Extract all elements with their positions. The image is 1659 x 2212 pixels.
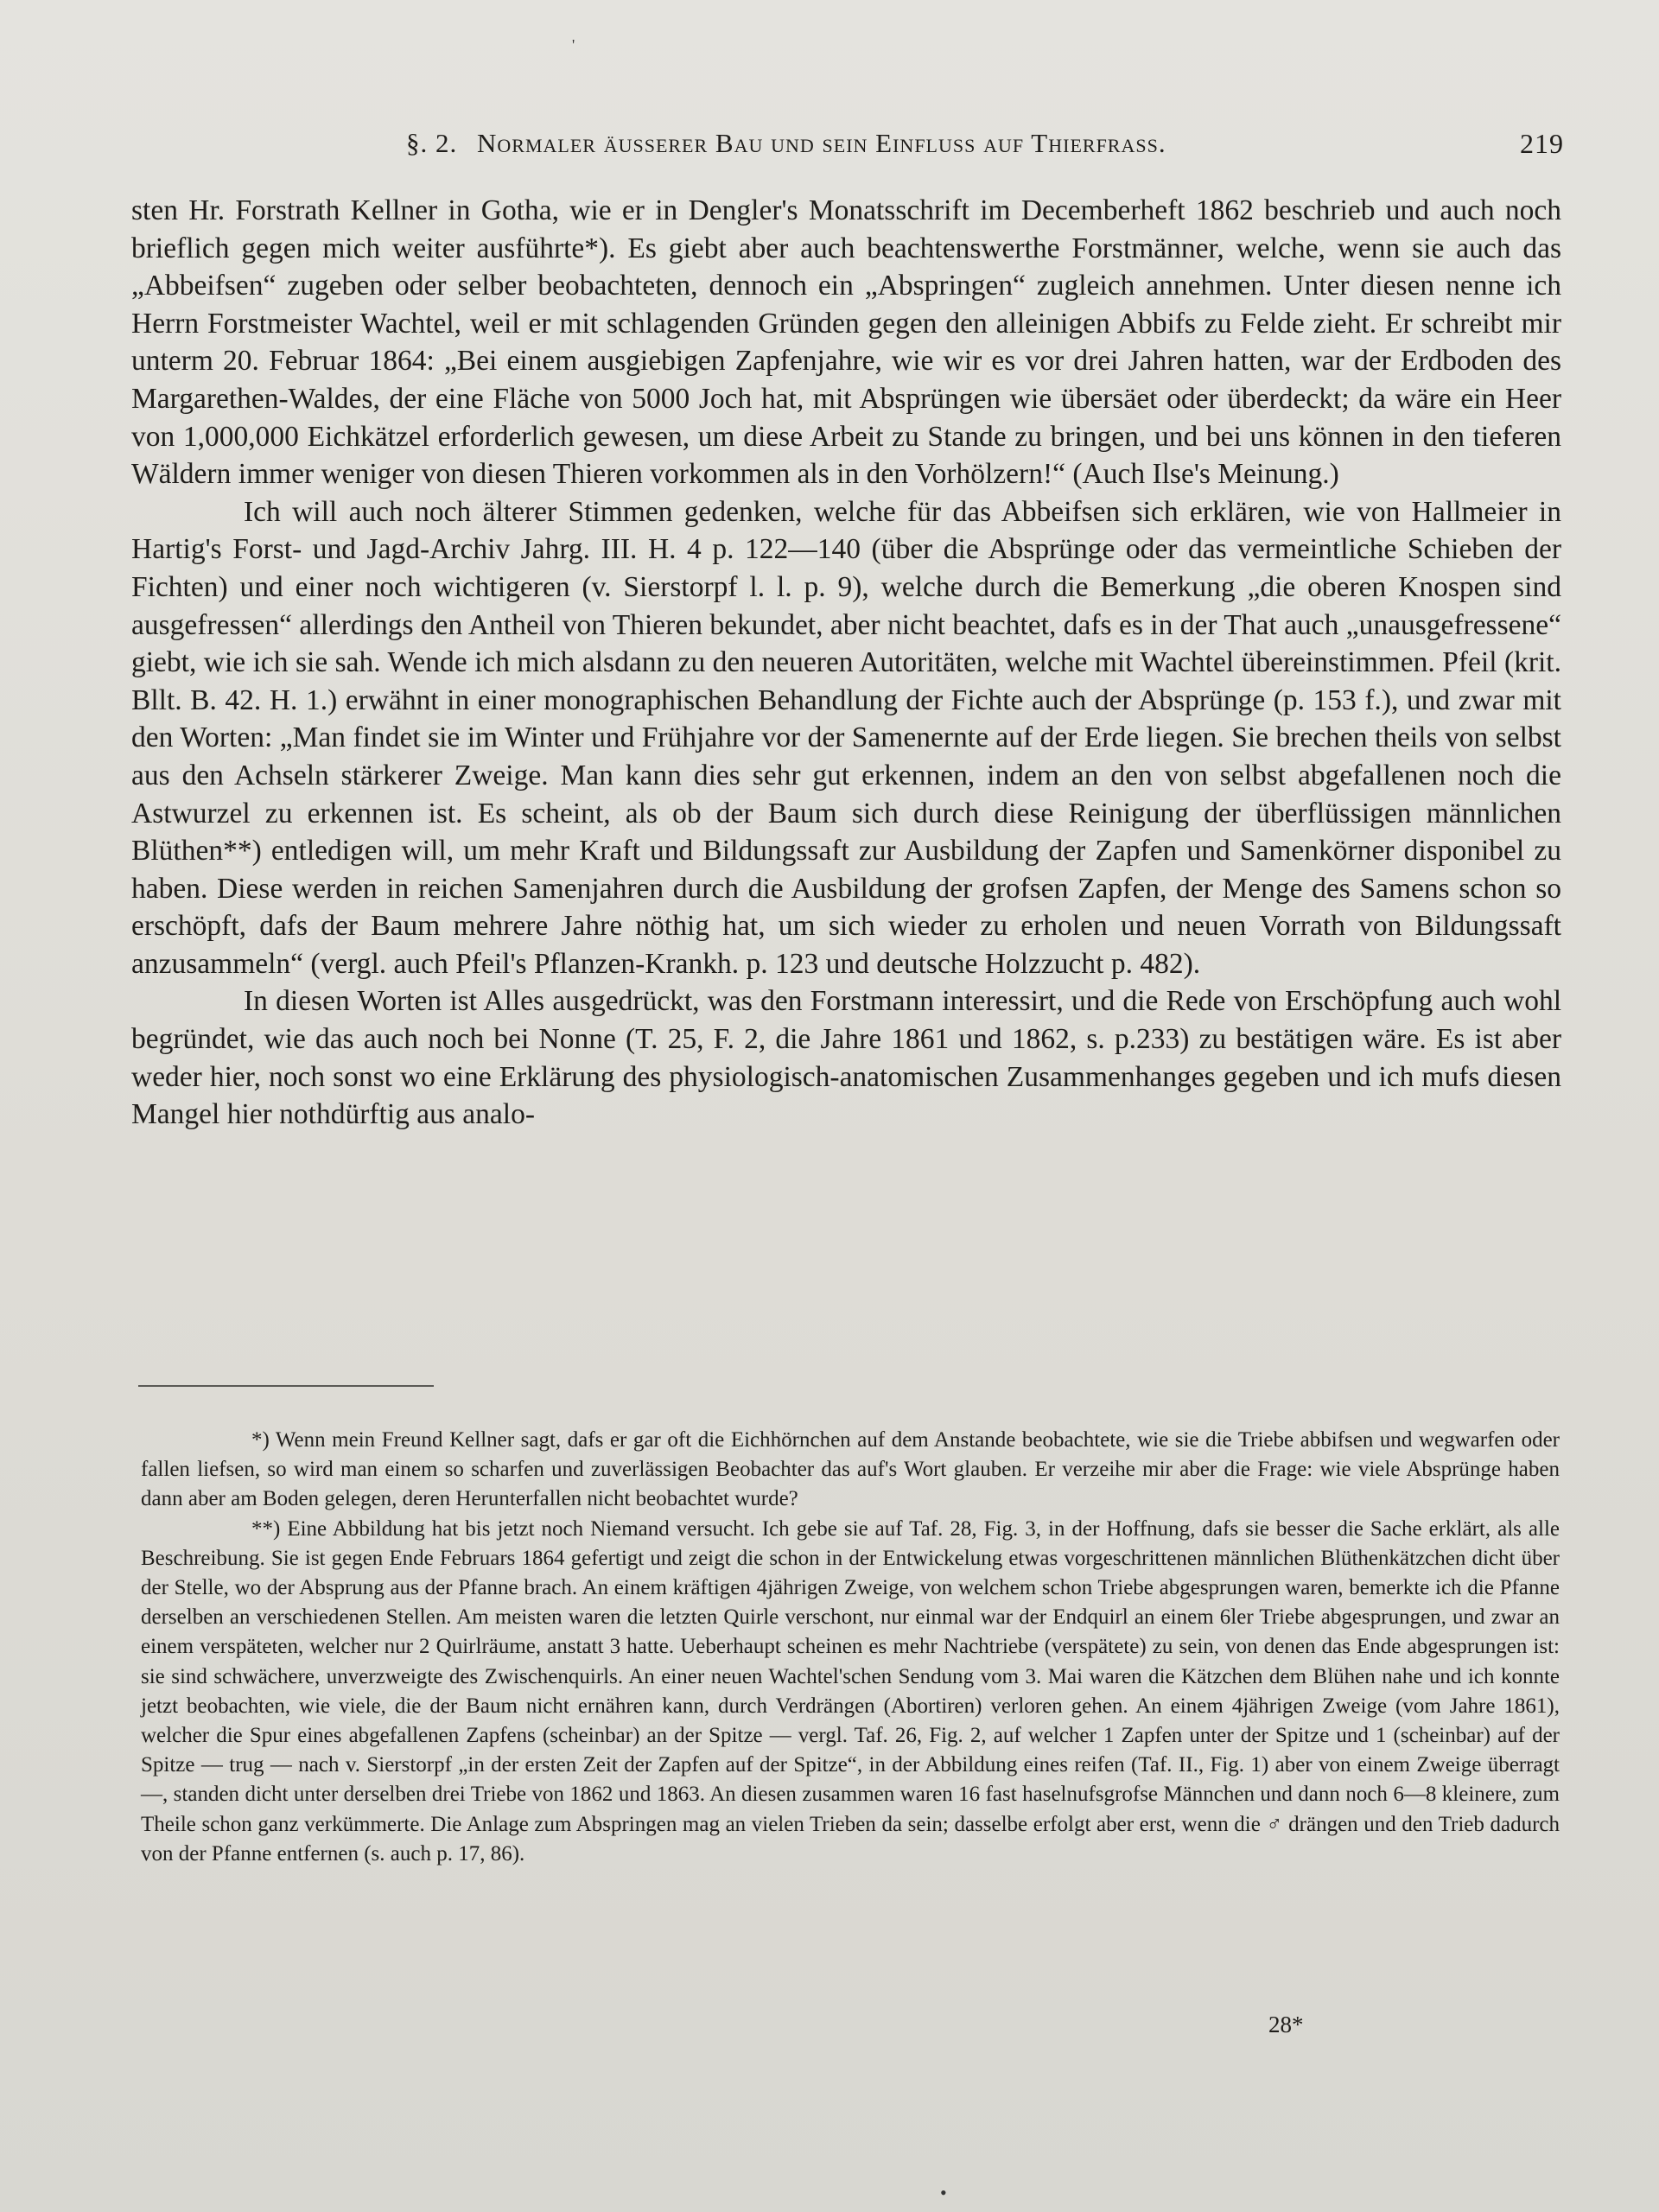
signature-mark: 28* (1268, 2012, 1304, 2037)
header-title: Normaler äusserer Bau und sein Einfluss auf Thierfrass. (477, 128, 1166, 158)
footnotes (141, 1426, 1560, 1869)
running-header (406, 128, 1564, 159)
page-number: 219 (1520, 128, 1564, 159)
ink-speck: • (940, 2182, 947, 2203)
paragraph: Ich will auch noch älterer Stimmen gedenken, welche für das Abbeifsen sich erklären, wie von Hallmeier in Hartig's Forst- und Jagd-Archiv Jahrg. III. H. 4 p. 122—140 (über die Absprünge oder das vermeintliche Schieben der Fichten) und einer noch wichtigeren (v. Sierstorpf l. l. p. 9), welche durch die Bemerkung „die oberen Knospen sind ausgefressen“ allerdings den Antheil von Thieren bekundet, aber nicht beachtet, dafs es in der That auch „unausgefressene“ giebt, wie ich sie sah. Wende ich mich alsdann zu den neueren Autoritäten, welche mit Wachtel übereinstimmen. Pfeil (krit. Bllt. B. 42. H. 1.) erwähnt in einer monographischen Behandlung der Fichte auch der Absprünge (p. 153 f.), und zwar mit den Worten: „Man findet sie im Winter und Frühjahre vor der Samenernte auf der Erde liegen. Sie brechen theils von selbst aus den Achseln stärkerer Zweige. Man kann dies sehr gut erkennen, indem an den von selbst abgefallenen noch die Astwurzel zu erkennen ist. Es scheint, als ob der Baum sich durch diese Reinigung der überflüssigen männlichen Blüthen**) entledigen will, um mehr Kraft und Bildungssaft zur Ausbildung der Zapfen und Samenkörner disponibel zu haben. Diese werden in reichen Samenjahren durch die Ausbildung der grofsen Zapfen, der Menge des Samens schon so erschöpft, dafs der Baum mehrere Jahre nöthig hat, um sich wieder zu erholen und neuen Vorrath von Bildungssaft anzusammeln“ (vergl. auch Pfeil's Pflanzen-Krankh. p. 123 und deutsche Holzzucht p. 482). (131, 495, 1561, 980)
footnote: **) Eine Abbildung hat bis jetzt noch Niemand versucht. Ich gebe sie auf Taf. 28, Fig. 3, in der Hoffnung, dafs sie besser die Sache erklärt, als alle Beschreibung. Sie ist gegen Ende Februars 1864 gefertigt und zeigt die schon in der Entwickelung etwas vorgeschrittenen männlichen Blüthenkätzchen dicht über der Stelle, wo der Absprung aus der Pfanne brach. An einem kräftigen 4jährigen Zweige, von welchem schon Triebe abgesprungen waren, bemerkte ich die Pfanne derselben an verschiedenen Stellen. Am meisten waren die letzten Quirle verschont, nur einmal war der Endquirl an einem 6ler Triebe abgesprungen, und zwar an einem verspäteten, welcher nur 2 Quirlräume, anstatt 3 hatte. Ueberhaupt scheinen es mehr Nachtriebe (verspätete) zu sein, von denen das Ende abgesprungen ist: sie sind schwächere, unverzweigte des Zwischenquirls. An einer neuen Wachtel'schen Sendung vom 3. Mai waren die Kätzchen dem Blühen nahe und ich konnte jetzt beobachten, wie viele, die der Baum nicht ernähren kann, durch Verdrängen (Abortiren) verloren gehen. An einem 4jährigen Zweige (vom Jahre 1861), welcher die Spur eines abgefallenen Zapfens (scheinbar) an der Spitze — vergl. Taf. 26, Fig. 2, auf welcher 1 Zapfen unter der Spitze und 1 (scheinbar) auf der Spitze — trug — nach v. Sierstorpf „in der ersten Zeit der Zapfen auf der Spitze“, in der Abbildung eines reifen (Taf. II., Fig. 1) aber von einem Zweige überragt —, standen dicht unter derselben drei Triebe von 1862 und 1863. An diesen zusammen waren 16 fast haselnufsgrofse Männchen und dann noch 6—8 kleinere, zum Theile schon ganz verkümmerte. Die Anlage zum Abspringen mag an vielen Trieben da sein; dasselbe erfolgt aber erst, wenn die ♂ drängen und den Trieb dadurch von der Pfanne entfernen (s. auch p. 17, 86). (141, 1516, 1560, 1866)
paragraph: sten Hr. Forstrath Kellner in Gotha, wie er in Dengler's Monatsschrift im Decemberheft 1862 beschrieb und auch noch brieflich gegen mich weiter ausführte*). Es giebt aber auch beachtenswerthe Forstmänner, welche, wenn sie auch das „Abbeifsen“ zugeben oder selber beobachteten, dennoch ein „Abspringen“ zugleich annehmen. Unter diesen nenne ich Herrn Forstmeister Wachtel, weil er mit schlagenden Gründen gegen den alleinigen Abbifs zu Felde zieht. Er schreibt mir unterm 20. Februar 1864: „Bei einem ausgiebigen Zapfenjahre, wie wir es vor drei Jahren hatten, war der Erdboden des Margarethen-Waldes, der eine Fläche von 5000 Joch hat, mit Absprüngen wie übersäet oder überdeckt; da wäre ein Heer von 1,000,000 Eichkätzel erforderlich gewesen, um diese Arbeit zu Stande zu bringen, und bei uns können in den tieferen Wäldern immer weniger von diesen Thieren vorkommen als in den Vorhölzern!“ (Auch Ilse's Meinung.) (131, 194, 1561, 491)
ink-speck: ' (572, 36, 575, 54)
footnote: *) Wenn mein Freund Kellner sagt, dafs er gar oft die Eichhörnchen auf dem Anstande beobachtete, wie sie die Triebe abbifsen und wegwarfen oder fallen liefsen, so wird man einem so scharfen und zuverlässigen Beobachter das auf's Wort glauben. Er verzeihe mir aber die Frage: wie viele Absprünge haben dann aber am Boden gelegen, deren Herunterfallen nicht beobachtet wurde? (141, 1428, 1560, 1511)
paragraph: In diesen Worten ist Alles ausgedrückt, was den Forstmann interessirt, und die Rede von Erschöpfung auch wohl begründet, wie das auch noch bei Nonne (T. 25, F. 2, die Jahre 1861 und 1862, s. p.233) zu bestätigen wäre. Es ist aber weder hier, noch sonst wo eine Erklärung des physiologisch-anatomischen Zusammenhanges gegeben und ich mufs diesen Mangel hier nothdürftig aus analo- (131, 985, 1561, 1131)
main-text (131, 192, 1561, 1134)
section-number: §. 2. (406, 128, 458, 158)
footnote-divider (138, 1385, 434, 1387)
